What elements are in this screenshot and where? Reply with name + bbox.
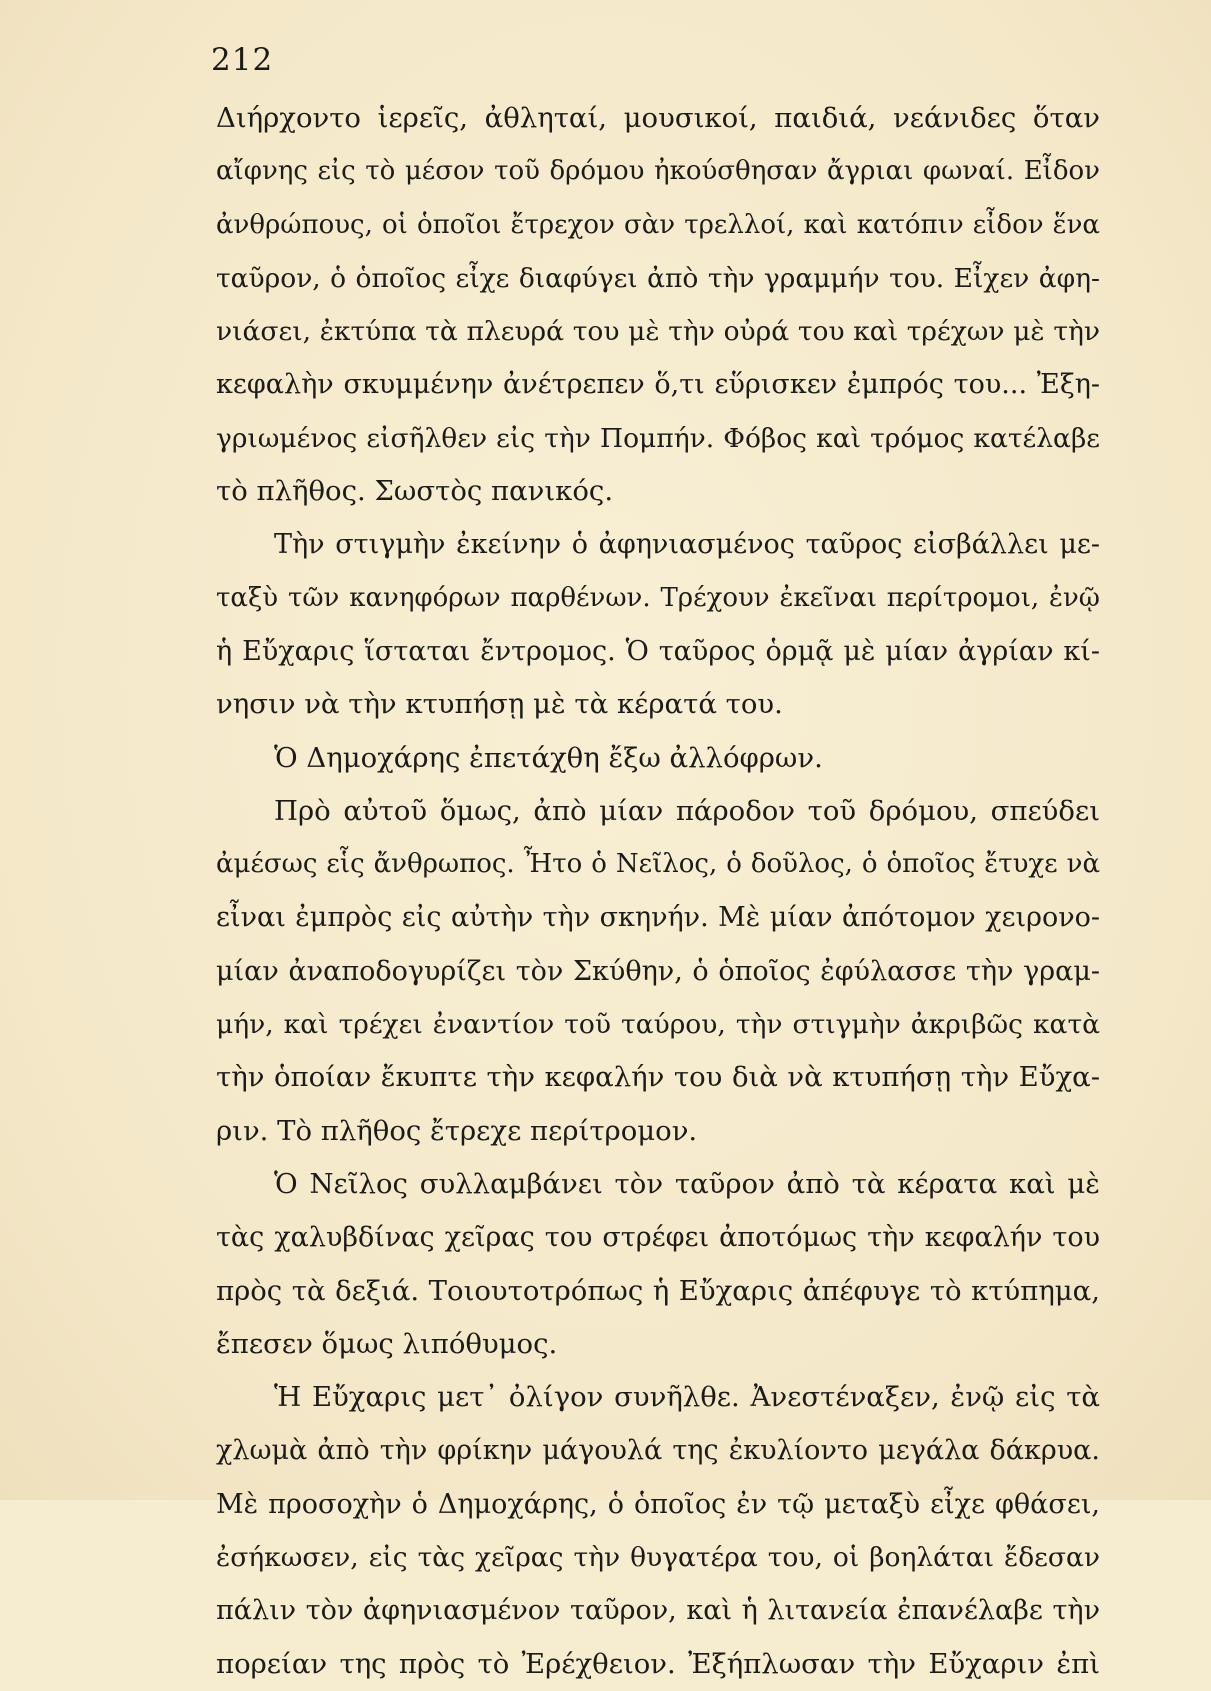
text-line: πρὸς τὰ δεξιά. Τοιουτοτρόπως ἡ Εὔχαρις ἀπέφυγε τὸ κτύπημα, [216,1274,1100,1307]
paragraph-start-line: Τὴν στιγμὴν ἐκείνην ὁ ἀφηνιασμένος ταῦρος εἰσβάλλει με- [274,529,1100,561]
text-line: Μὲ προσοχὴν ὁ Δημοχάρης, ὁ ὁποῖος ἐν τῷ μεταξὺ εἶχε φθάσει, [216,1488,1100,1520]
text-line: ταξὺ τῶν κανηφόρων παρθένων. Τρέχουν ἐκεῖναι περίτρομοι, ἐνῷ [216,582,1100,613]
text-line: ἔπεσεν ὅμως λιπόθυμος. [216,1327,558,1360]
text-line: τὸ πλῆθος. Σωστὸς πανικός. [216,475,614,508]
text-line: μήν, καὶ τρέχει ἐναντίον τοῦ ταύρου, τὴν στιγμὴν ἀκριβῶς κατὰ [216,1009,1100,1041]
text-line: μίαν ἀναποδογυρίζει τὸν Σκύθην, ὁ ὁποῖος ἐφύλασσε τὴν γραμ- [216,955,1100,987]
text-line: πορείαν της πρὸς τὸ Ἐρέχθειον. Ἐξήπλωσαν τὴν Εὔχαριν ἐπὶ [216,1647,1100,1680]
paragraph-start-line: Ὁ Νεῖλος συλλαμβάνει τὸν ταῦρον ἀπὸ τὰ κέρατα καὶ μὲ [274,1167,1100,1200]
text-line: ἐσήκωσεν, εἰς τὰς χεῖρας τὴν θυγατέρα του, οἱ βοηλάται ἔδεσαν [216,1542,1100,1574]
text-line: εἶναι ἐμπρὸς εἰς αὐτὴν τὴν σκηνήν. Μὲ μίαν ἀπότομον χειρονο- [216,902,1100,934]
text-line: ταῦρον, ὁ ὁποῖος εἶχε διαφύγει ἀπὸ τὴν γραμμήν του. Εἶχεν ἀφη- [216,262,1100,294]
text-line: νησιν νὰ τὴν κτυπήσῃ μὲ τὰ κέρατά του. [216,688,783,721]
text-line: ἡ Εὔχαρις ἵσταται ἔντρομος. Ὁ ταῦρος ὁρμᾷ μὲ μίαν ἀγρίαν κί- [216,635,1100,667]
text-line: τὴν ὁποίαν ἔκυπτε τὴν κεφαλήν του διὰ νὰ κτυπήσῃ τὴν Εὔχα- [216,1061,1100,1094]
paragraph-start-line: Πρὸ αὐτοῦ ὅμως, ἀπὸ μίαν πάροδον τοῦ δρόμου, σπεύδει [274,794,1100,827]
text-line: αἴφνης εἰς τὸ μέσον τοῦ δρόμου ἠκούσθησαν ἄγριαι φωναί. Εἶδον [216,156,1100,187]
text-line: κεφαλὴν σκυμμένην ἀνέτρεπεν ὅ,τι εὕρισκεν ἐμπρός του... Ἐξη- [216,369,1100,401]
text-line: Διήρχοντο ἱερεῖς, ἀθληταί, μουσικοί, παιδιά, νεάνιδες ὅταν [216,102,1100,134]
text-line: πάλιν τὸν ἀφηνιασμένον ταῦρον, καὶ ἡ λιτανεία ἐπανέλαβε τὴν [216,1595,1100,1627]
text-line: γριωμένος εἰσῆλθεν εἰς τὴν Πομπήν. Φόβος καὶ τρόμος κατέλαβε [216,422,1100,454]
text-line: χλωμὰ ἀπὸ τὴν φρίκην μάγουλά της ἐκυλίοντο μεγάλα δάκρυα. [216,1435,1100,1467]
text-body [216,92,1100,1691]
paragraph-start-line: Ἡ Εὔχαρις μετ᾽ ὀλίγον συνῆλθε. Ἀνεστέναξεν, ἐνῷ εἰς τὰ [274,1381,1100,1414]
text-line: ἀνθρώπους, οἱ ὁποῖοι ἔτρεχον σὰν τρελλοί, καὶ κατόπιν εἶδον ἕνα [216,209,1100,240]
text-line: νιάσει, ἐκτύπα τὰ πλευρά του μὲ τὴν οὐρά του καὶ τρέχων μὲ τὴν [216,316,1100,348]
page-number: 212 [211,42,274,78]
paragraph-start-line: Ὁ Δημοχάρης ἐπετάχθη ἔξω ἀλλόφρων. [274,741,823,774]
text-line: ριν. Τὸ πλῆθος ἔτρεχε περίτρομον. [216,1114,698,1147]
text-line: τὰς χαλυβδίνας χεῖρας του στρέφει ἀποτόμως τὴν κεφαλήν του [216,1222,1100,1254]
text-line: ἀμέσως εἷς ἄνθρωπος. Ἦτο ὁ Νεῖλος, ὁ δοῦλος, ὁ ὁποῖος ἔτυχε νὰ [216,849,1100,880]
